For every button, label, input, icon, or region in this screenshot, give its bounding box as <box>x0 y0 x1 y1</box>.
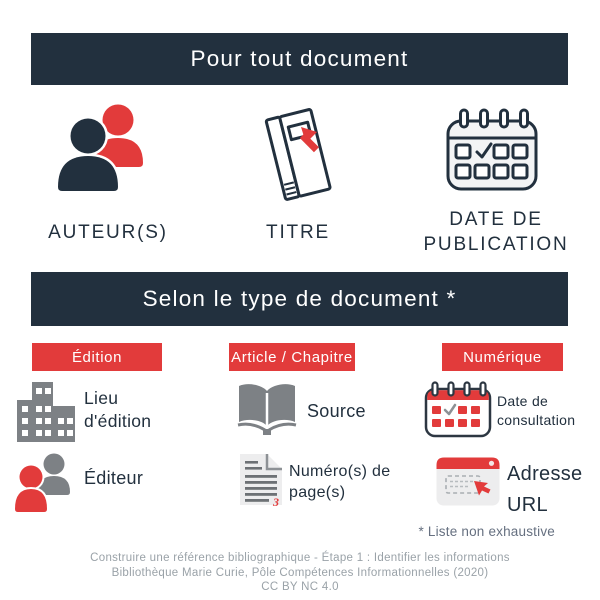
footer-line-title: Construire une référence bibliographique - Étape 1 : Identifier les informations <box>90 552 510 564</box>
label-date-consultation: Date de consultation <box>497 393 576 428</box>
banner-pour-tout-document: Pour tout document <box>31 33 568 85</box>
browser-url-cursor-icon <box>436 457 500 506</box>
label-source: Source <box>307 401 366 421</box>
label-adresse-url: Adresse URL <box>507 463 583 516</box>
label-auteurs: AUTEUR(S) <box>48 222 168 243</box>
footer-credits <box>0 551 600 595</box>
browser-dot <box>489 461 494 466</box>
page-number-icon <box>238 452 284 507</box>
red-calendar-check-icon <box>424 381 492 438</box>
badge-edition: Édition <box>32 343 162 371</box>
book-outline <box>266 109 330 200</box>
publisher-persons-icon <box>14 450 76 512</box>
label-editeur: Éditeur <box>84 468 144 488</box>
book-title-arrow-icon <box>264 102 334 206</box>
label-titre: TITRE <box>266 222 330 243</box>
calendar-check-icon <box>446 108 538 192</box>
footer-line-license: CC BY NC 4.0 <box>261 581 339 593</box>
label-date-publication: DATE DE PUBLICATION <box>423 209 569 255</box>
page-number-3: 3 <box>273 495 279 507</box>
badge-article-chapitre: Article / Chapitre <box>229 343 355 371</box>
label-numero-pages: Numéro(s) de page(s) <box>289 463 391 501</box>
footer-line-library: Bibliothèque Marie Curie, Pôle Compétences Informationnelles (2020) <box>111 566 489 579</box>
building-icon <box>17 379 75 442</box>
authors-persons-icon <box>55 99 155 199</box>
open-book-icon <box>236 382 298 439</box>
note-liste-non-exhaustive: * Liste non exhaustive <box>418 524 555 539</box>
label-lieu-edition: Lieu d'édition <box>84 388 152 431</box>
badge-numerique: Numérique <box>442 343 563 371</box>
banner-selon-type-document: Selon le type de document * <box>31 272 568 326</box>
